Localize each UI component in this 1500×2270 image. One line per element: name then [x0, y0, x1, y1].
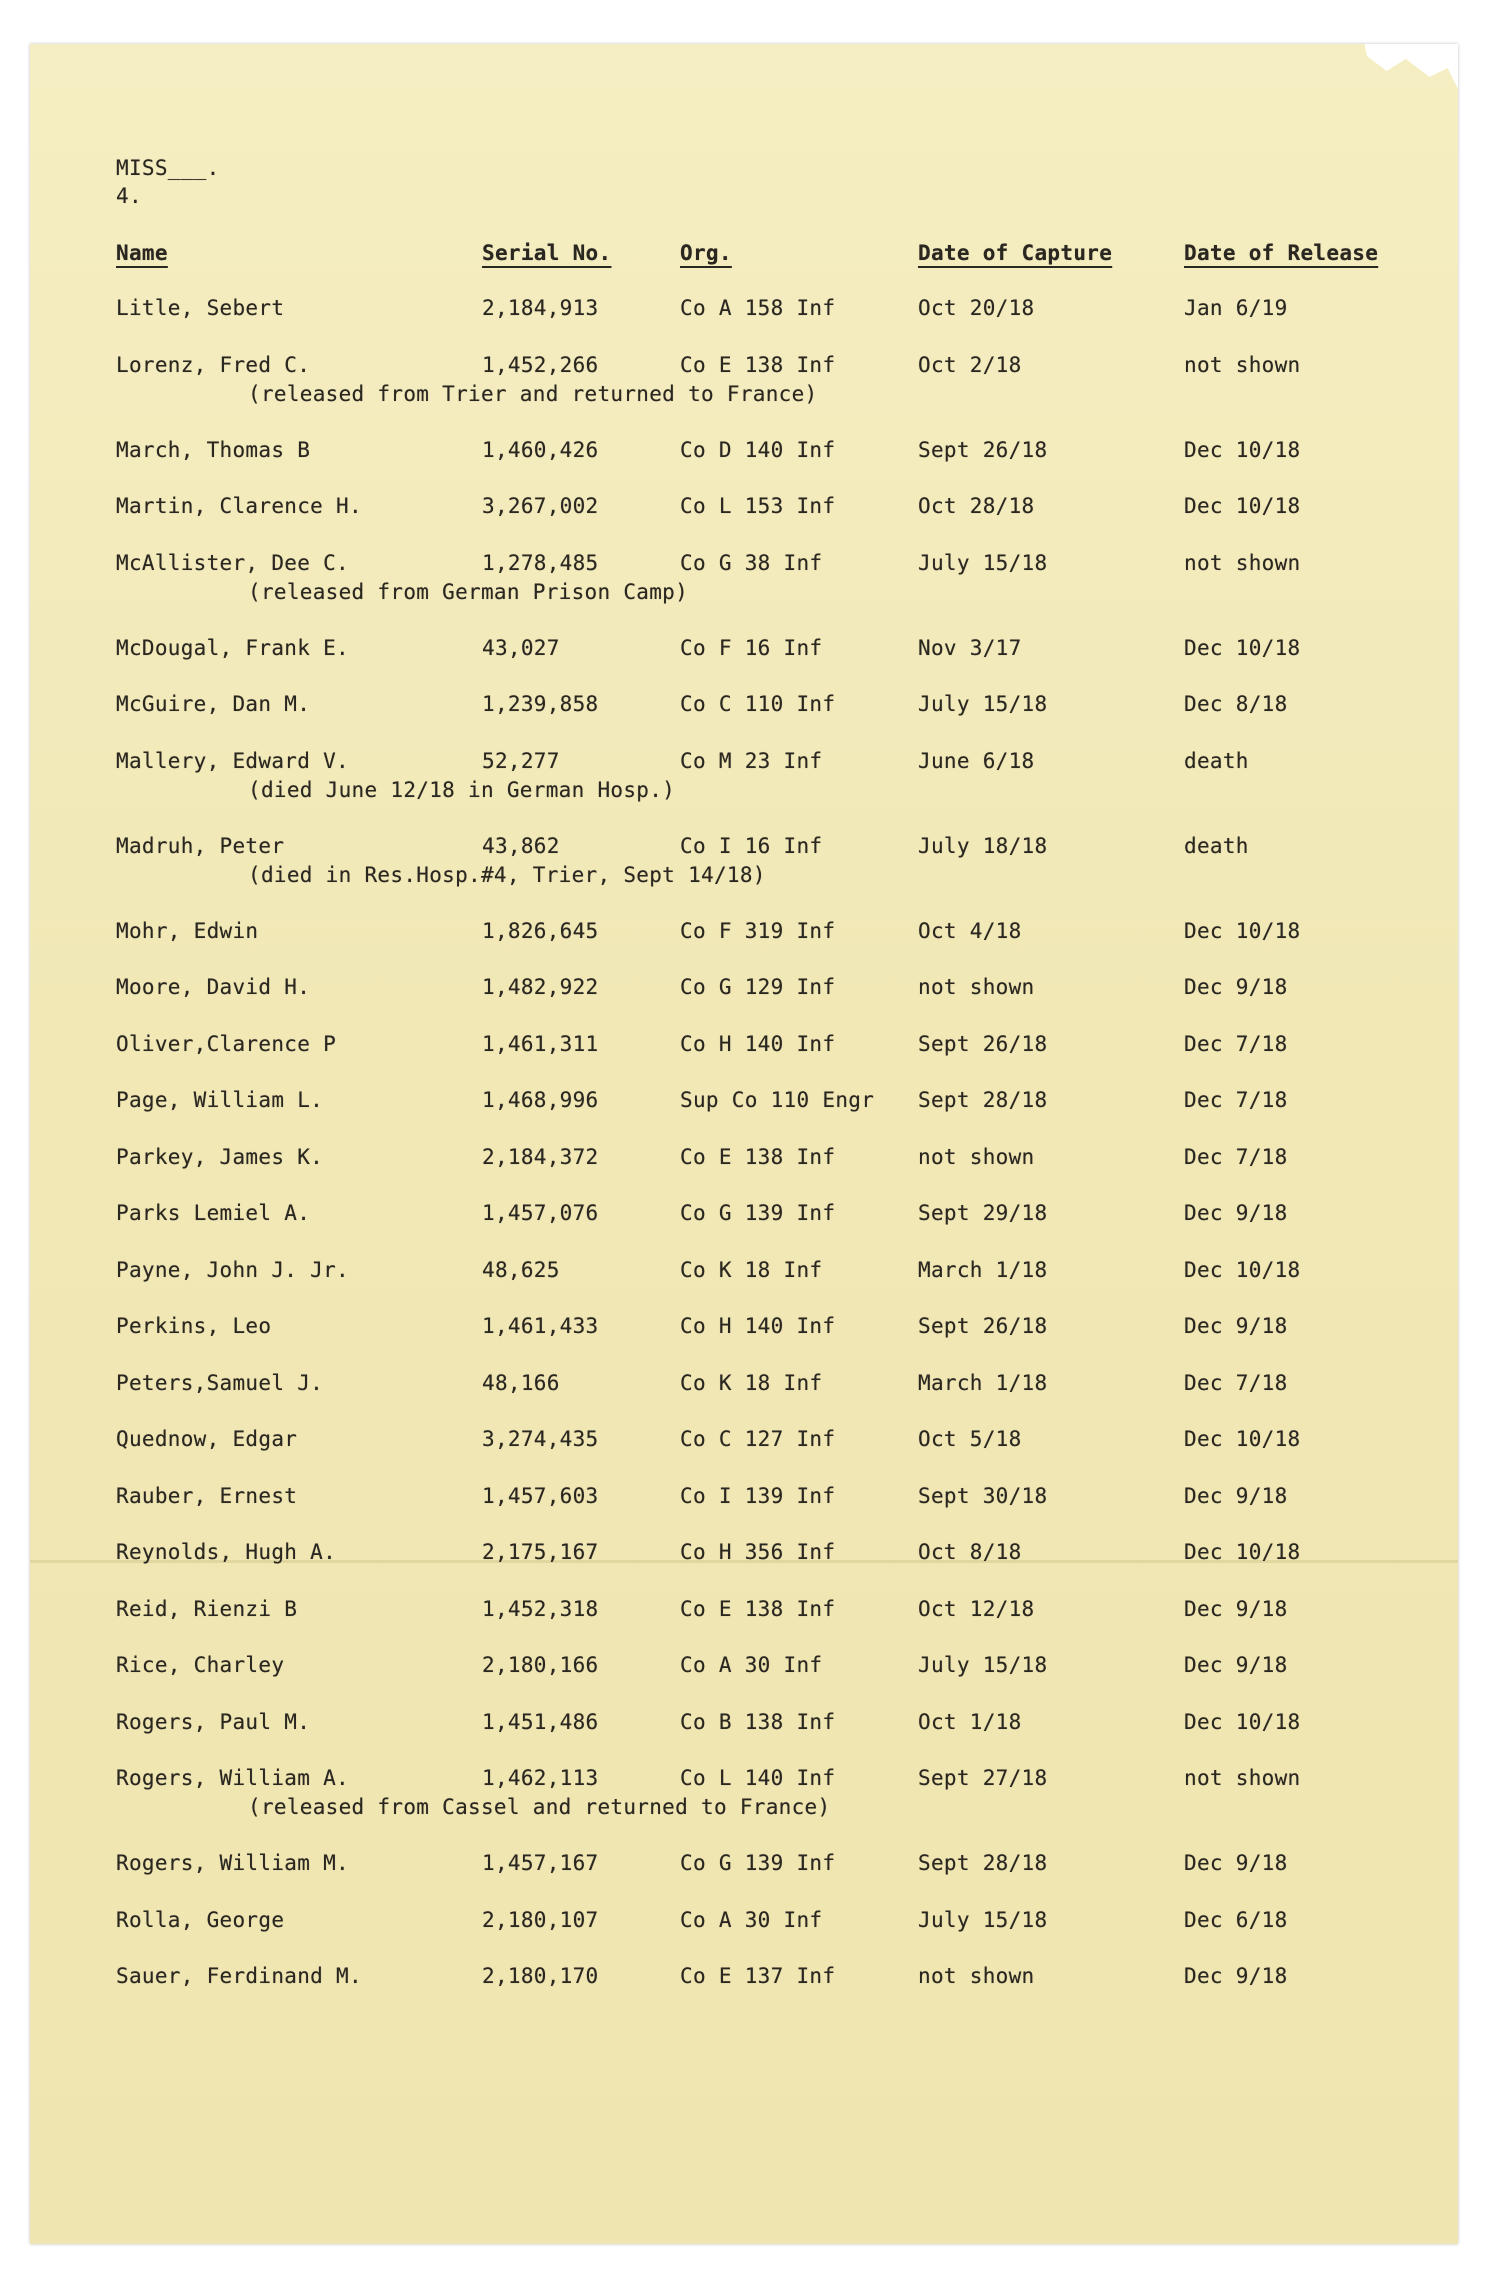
record-serial: 48,166: [482, 1370, 560, 1395]
prisoner-records: [30, 294, 1458, 2019]
record-name: Mallery, Edward V.: [116, 748, 349, 773]
record-org: Co E 138 Inf: [680, 352, 836, 377]
record-org: Co G 129 Inf: [680, 975, 836, 999]
record-serial: 48,625: [482, 1257, 560, 1282]
record-capture-date: Oct 4/18: [918, 918, 1022, 943]
record-note: (died June 12/18 in German Hosp.): [248, 777, 676, 802]
record-row: [30, 1708, 1458, 1765]
record-serial: 43,862: [482, 833, 560, 858]
record-row: [30, 1482, 1458, 1539]
record-row: [30, 1906, 1458, 1963]
record-name: Rolla, George: [116, 1907, 285, 1932]
record-row: [30, 1962, 1458, 2019]
record-serial: 1,482,922: [482, 975, 599, 999]
record-row: [30, 294, 1458, 351]
record-org: Co D 140 Inf: [680, 437, 836, 462]
record-serial: 1,452,318: [482, 1596, 599, 1621]
record-org: Co C 110 Inf: [680, 692, 836, 716]
record-row: [30, 1312, 1458, 1369]
record-serial: 2,180,166: [482, 1653, 599, 1677]
record-capture-date: Oct 2/18: [918, 352, 1022, 377]
record-row: [30, 1369, 1458, 1426]
record-capture-date: Sept 26/18: [918, 1031, 1048, 1056]
column-header-capture: Date of Capture: [918, 241, 1113, 265]
record-capture-date: Nov 3/17: [918, 635, 1022, 660]
record-release-date: not shown: [1184, 550, 1301, 575]
record-row: [30, 1425, 1458, 1482]
column-header-org: Org.: [680, 241, 732, 265]
record-release-date: Jan 6/19: [1184, 296, 1288, 320]
record-org: Co L 153 Inf: [680, 494, 836, 518]
record-org: Co E 137 Inf: [680, 1964, 836, 1988]
record-release-date: Dec 10/18: [1184, 1540, 1301, 1564]
record-org: Co M 23 Inf: [680, 748, 823, 773]
record-name: Mohr, Edwin: [116, 918, 259, 943]
record-name: Martin, Clarence H.: [116, 494, 362, 518]
record-row: [30, 747, 1458, 832]
record-org: Co K 18 Inf: [680, 1370, 823, 1395]
record-row: [30, 436, 1458, 493]
record-org: Co G 139 Inf: [680, 1201, 836, 1225]
record-serial: 1,468,996: [482, 1088, 599, 1112]
record-release-date: Dec 8/18: [1184, 692, 1288, 716]
record-org: Co A 158 Inf: [680, 296, 836, 320]
record-capture-date: July 15/18: [918, 1653, 1048, 1677]
record-name: Madruh, Peter: [116, 833, 285, 858]
document-sheet: [30, 44, 1458, 2244]
record-serial: 1,462,113: [482, 1766, 599, 1790]
record-release-date: Dec 9/18: [1184, 1201, 1288, 1225]
record-row: [30, 973, 1458, 1030]
column-header-release: Date of Release: [1184, 241, 1379, 265]
record-name: March, Thomas B: [116, 437, 311, 462]
record-note: (released from Trier and returned to France): [248, 381, 818, 406]
record-name: Litle, Sebert: [116, 296, 285, 320]
record-name: Perkins, Leo: [116, 1314, 272, 1338]
record-name: Sauer, Ferdinand M.: [116, 1964, 362, 1988]
record-note: (released from Cassel and returned to France): [248, 1795, 831, 1819]
record-release-date: Dec 9/18: [1184, 1653, 1288, 1677]
record-name: Page, William L.: [116, 1088, 324, 1112]
record-capture-date: Sept 30/18: [918, 1483, 1048, 1508]
record-capture-date: not shown: [918, 975, 1035, 999]
record-serial: 1,826,645: [482, 918, 599, 943]
record-serial: 1,461,311: [482, 1031, 599, 1056]
record-release-date: Dec 7/18: [1184, 1370, 1288, 1395]
record-capture-date: Oct 8/18: [918, 1540, 1022, 1564]
record-org: Co I 139 Inf: [680, 1483, 836, 1508]
record-release-date: Dec 9/18: [1184, 1314, 1288, 1338]
record-serial: 1,278,485: [482, 550, 599, 575]
record-release-date: Dec 9/18: [1184, 1483, 1288, 1508]
record-org: Co E 138 Inf: [680, 1596, 836, 1621]
record-release-date: Dec 7/18: [1184, 1088, 1288, 1112]
record-release-date: Dec 9/18: [1184, 1964, 1288, 1988]
record-row: [30, 1849, 1458, 1906]
record-name: Lorenz, Fred C.: [116, 352, 311, 377]
record-capture-date: Oct 28/18: [918, 494, 1035, 518]
record-row: [30, 690, 1458, 747]
record-name: Quednow, Edgar: [116, 1427, 298, 1451]
document-header: MISS___.: [116, 156, 220, 180]
record-serial: 1,457,167: [482, 1851, 599, 1875]
record-name: Oliver,Clarence P: [116, 1031, 337, 1056]
record-name: Parkey, James K.: [116, 1144, 324, 1169]
record-serial: 1,460,426: [482, 437, 599, 462]
record-capture-date: June 6/18: [918, 748, 1035, 773]
record-name: McAllister, Dee C.: [116, 550, 349, 575]
record-row: [30, 1143, 1458, 1200]
record-name: Parks Lemiel A.: [116, 1201, 311, 1225]
record-release-date: Dec 10/18: [1184, 1427, 1301, 1451]
record-name: Reid, Rienzi B: [116, 1596, 298, 1621]
record-release-date: Dec 10/18: [1184, 1257, 1301, 1282]
record-serial: 52,277: [482, 748, 560, 773]
record-name: Reynolds, Hugh A.: [116, 1540, 337, 1564]
record-name: McGuire, Dan M.: [116, 692, 311, 716]
record-serial: 2,180,107: [482, 1907, 599, 1932]
record-org: Co F 319 Inf: [680, 918, 836, 943]
record-serial: 2,184,372: [482, 1144, 599, 1169]
record-org: Co H 356 Inf: [680, 1540, 836, 1564]
record-release-date: Dec 6/18: [1184, 1907, 1288, 1932]
record-serial: 1,457,603: [482, 1483, 599, 1508]
record-name: Moore, David H.: [116, 975, 311, 999]
record-release-date: Dec 7/18: [1184, 1144, 1288, 1169]
record-release-date: Dec 10/18: [1184, 918, 1301, 943]
column-header-serial: Serial No.: [482, 241, 612, 265]
record-name: Payne, John J. Jr.: [116, 1257, 349, 1282]
record-capture-date: Sept 26/18: [918, 437, 1048, 462]
record-serial: 2,184,913: [482, 296, 599, 320]
record-capture-date: Sept 26/18: [918, 1314, 1048, 1338]
record-row: [30, 351, 1458, 436]
record-serial: 1,239,858: [482, 692, 599, 716]
record-serial: 1,452,266: [482, 352, 599, 377]
record-row: [30, 492, 1458, 549]
record-org: Co K 18 Inf: [680, 1257, 823, 1282]
record-org: Co A 30 Inf: [680, 1653, 823, 1677]
record-org: Co H 140 Inf: [680, 1031, 836, 1056]
record-release-date: Dec 10/18: [1184, 437, 1301, 462]
record-capture-date: Oct 1/18: [918, 1709, 1022, 1734]
record-capture-date: March 1/18: [918, 1257, 1048, 1282]
record-name: Rogers, Paul M.: [116, 1709, 311, 1734]
record-row: [30, 1199, 1458, 1256]
record-release-date: Dec 9/18: [1184, 1851, 1288, 1875]
record-row: [30, 917, 1458, 974]
record-capture-date: Sept 28/18: [918, 1088, 1048, 1112]
record-org: Co B 138 Inf: [680, 1709, 836, 1734]
record-capture-date: July 15/18: [918, 1907, 1048, 1932]
record-release-date: not shown: [1184, 1766, 1301, 1790]
record-name: Rogers, William A.: [116, 1766, 349, 1790]
record-capture-date: Oct 20/18: [918, 296, 1035, 320]
record-capture-date: Sept 28/18: [918, 1851, 1048, 1875]
record-capture-date: July 15/18: [918, 550, 1048, 575]
record-org: Co G 139 Inf: [680, 1851, 836, 1875]
record-release-date: death: [1184, 833, 1249, 858]
torn-corner: [1328, 44, 1458, 104]
record-org: Co A 30 Inf: [680, 1907, 823, 1932]
record-serial: 2,180,170: [482, 1964, 599, 1988]
record-serial: 43,027: [482, 635, 560, 660]
record-name: Rice, Charley: [116, 1653, 285, 1677]
record-row: [30, 1764, 1458, 1849]
record-capture-date: Oct 5/18: [918, 1427, 1022, 1451]
record-capture-date: March 1/18: [918, 1370, 1048, 1395]
page-number: 4.: [116, 184, 142, 208]
record-serial: 1,451,486: [482, 1709, 599, 1734]
record-release-date: Dec 10/18: [1184, 635, 1301, 660]
record-org: Co E 138 Inf: [680, 1144, 836, 1169]
record-org: Co I 16 Inf: [680, 833, 823, 858]
record-note: (died in Res.Hosp.#4, Trier, Sept 14/18): [248, 862, 766, 887]
record-capture-date: not shown: [918, 1144, 1035, 1169]
record-release-date: death: [1184, 748, 1249, 773]
record-note: (released from German Prison Camp): [248, 579, 689, 604]
record-org: Sup Co 110 Engr: [680, 1088, 875, 1112]
record-name: Peters,Samuel J.: [116, 1370, 324, 1395]
record-org: Co L 140 Inf: [680, 1766, 836, 1790]
record-serial: 3,274,435: [482, 1427, 599, 1451]
record-release-date: Dec 9/18: [1184, 1596, 1288, 1621]
record-row: [30, 1651, 1458, 1708]
record-capture-date: Sept 27/18: [918, 1766, 1048, 1790]
record-org: Co F 16 Inf: [680, 635, 823, 660]
record-release-date: Dec 7/18: [1184, 1031, 1288, 1056]
record-row: [30, 1086, 1458, 1143]
record-serial: 2,175,167: [482, 1540, 599, 1564]
record-org: Co G 38 Inf: [680, 550, 823, 575]
record-row: [30, 549, 1458, 634]
record-row: [30, 1256, 1458, 1313]
record-serial: 3,267,002: [482, 494, 599, 518]
record-release-date: Dec 10/18: [1184, 494, 1301, 518]
record-serial: 1,457,076: [482, 1201, 599, 1225]
record-row: [30, 1538, 1458, 1595]
record-capture-date: July 15/18: [918, 692, 1048, 716]
column-header-name: Name: [116, 241, 168, 265]
record-release-date: not shown: [1184, 352, 1301, 377]
record-row: [30, 1595, 1458, 1652]
record-org: Co H 140 Inf: [680, 1314, 836, 1338]
record-capture-date: Oct 12/18: [918, 1596, 1035, 1621]
record-name: Rauber, Ernest: [116, 1483, 298, 1508]
record-row: [30, 634, 1458, 691]
record-capture-date: not shown: [918, 1964, 1035, 1988]
record-org: Co C 127 Inf: [680, 1427, 836, 1451]
record-name: Rogers, William M.: [116, 1851, 349, 1875]
record-name: McDougal, Frank E.: [116, 635, 349, 660]
record-release-date: Dec 9/18: [1184, 975, 1288, 999]
record-capture-date: July 18/18: [918, 833, 1048, 858]
record-capture-date: Sept 29/18: [918, 1201, 1048, 1225]
record-release-date: Dec 10/18: [1184, 1709, 1301, 1734]
record-row: [30, 1030, 1458, 1087]
record-row: [30, 832, 1458, 917]
record-serial: 1,461,433: [482, 1314, 599, 1338]
